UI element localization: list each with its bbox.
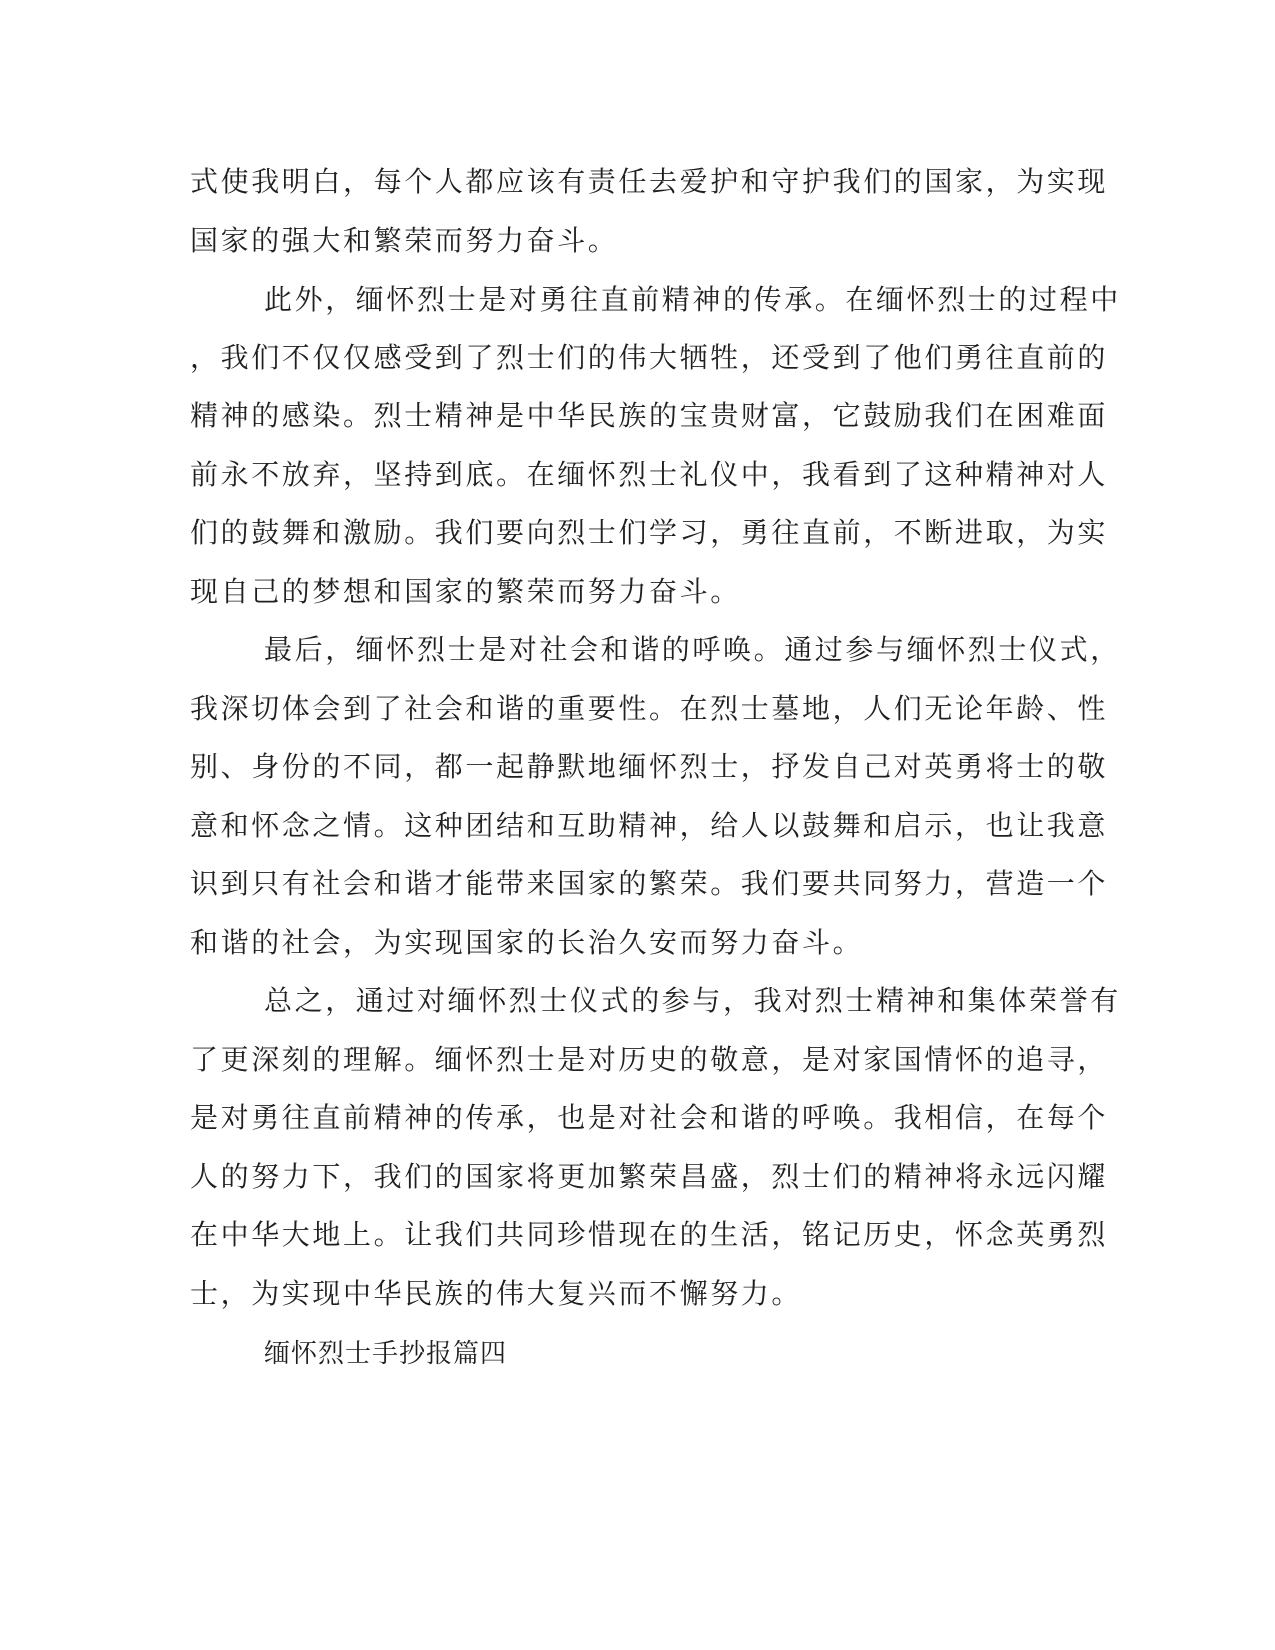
paragraph-2-line-1: 此外，缅怀烈士是对勇往直前精神的传承。在缅怀烈士的过程中	[264, 283, 1121, 316]
paragraph-3-line-1: 最后，缅怀烈士是对社会和谐的呼唤。通过参与缅怀烈士仪式，	[264, 633, 1121, 666]
paragraph-2-line-2: ，我们不仅仅感受到了烈士们的伟大牺牲，还受到了他们勇往直前的	[190, 341, 1109, 374]
paragraph-3-line-6: 和谐的社会，为实现国家的长治久安而努力奋斗。	[190, 926, 864, 959]
paragraph-4-line-4: 人的努力下，我们的国家将更加繁荣昌盛，烈士们的精神将永远闪耀	[190, 1160, 1109, 1193]
paragraph-1-line-1: 式使我明白，每个人都应该有责任去爱护和守护我们的国家，为实现	[190, 165, 1109, 198]
paragraph-3-line-4: 意和怀念之情。这种团结和互助精神，给人以鼓舞和启示，也让我意	[190, 809, 1109, 842]
paragraph-3-line-5: 识到只有社会和谐才能带来国家的繁荣。我们要共同努力，营造一个	[190, 867, 1109, 900]
paragraph-2-line-5: 们的鼓舞和激励。我们要向烈士们学习，勇往直前，不断进取，为实	[190, 516, 1109, 549]
paragraph-3-line-3: 别、身份的不同，都一起静默地缅怀烈士，抒发自己对英勇将士的敬	[190, 750, 1109, 783]
paragraph-2-line-6: 现自己的梦想和国家的繁荣而努力奋斗。	[190, 575, 741, 608]
paragraph-4-line-1: 总之，通过对缅怀烈士仪式的参与，我对烈士精神和集体荣誉有	[264, 984, 1121, 1017]
paragraph-2-line-4: 前永不放弃，坚持到底。在缅怀烈士礼仪中，我看到了这种精神对人	[190, 458, 1109, 491]
section-heading: 缅怀烈士手抄报篇四	[264, 1339, 508, 1369]
paragraph-4-line-5: 在中华大地上。让我们共同珍惜现在的生活，铭记历史，怀念英勇烈	[190, 1218, 1109, 1251]
paragraph-4-line-2: 了更深刻的理解。缅怀烈士是对历史的敬意，是对家国情怀的追寻，	[190, 1043, 1109, 1076]
paragraph-2-line-3: 精神的感染。烈士精神是中华民族的宝贵财富，它鼓励我们在困难面	[190, 399, 1109, 432]
paragraph-3-line-2: 我深切体会到了社会和谐的重要性。在烈士墓地，人们无论年龄、性	[190, 692, 1109, 725]
paragraph-4-line-6: 士，为实现中华民族的伟大复兴而不懈努力。	[190, 1277, 803, 1310]
paragraph-1-line-2: 国家的强大和繁荣而努力奋斗。	[190, 224, 619, 257]
paragraph-4-line-3: 是对勇往直前精神的传承，也是对社会和谐的呼唤。我相信，在每个	[190, 1101, 1109, 1134]
